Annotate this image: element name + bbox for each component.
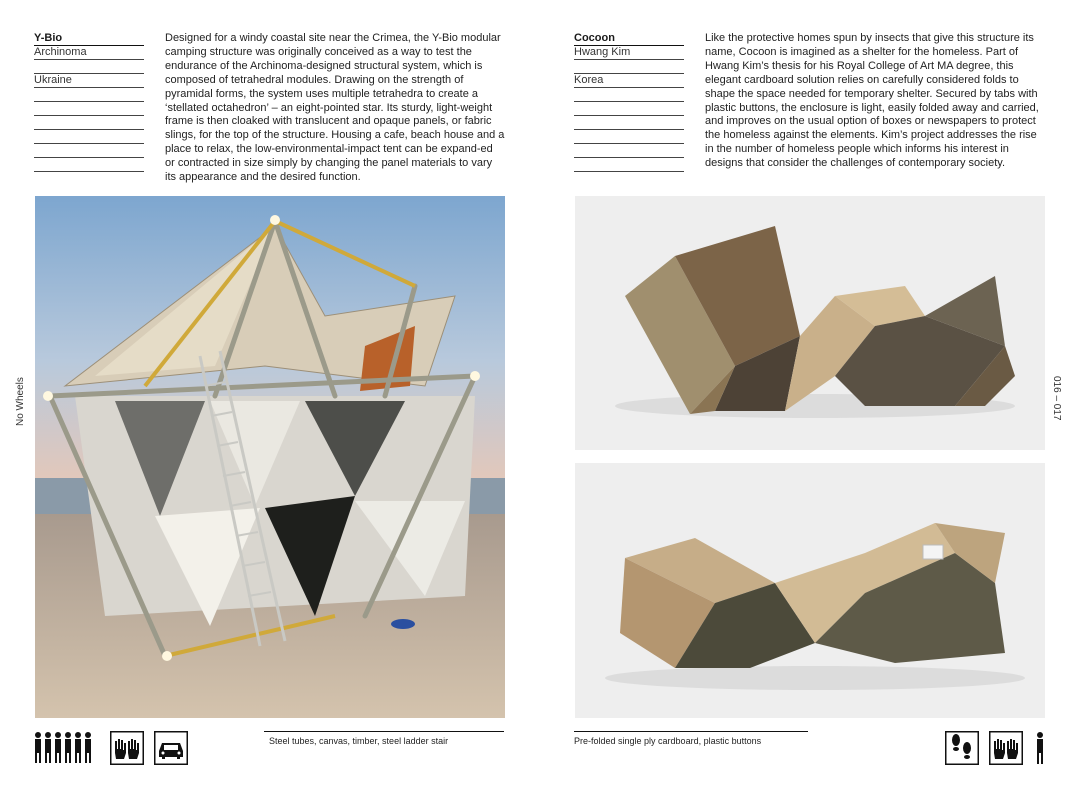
cocoon-closed-illustration	[575, 463, 1045, 718]
divider	[574, 116, 684, 130]
y-bio-illustration	[35, 196, 505, 718]
cocoon-open-illustration	[575, 196, 1045, 450]
designer-name: Archinoma	[34, 46, 144, 60]
cocoon-photo-closed	[575, 463, 1045, 718]
country: Korea	[574, 74, 684, 88]
divider	[34, 88, 144, 102]
divider	[574, 102, 684, 116]
y-bio-info-block	[34, 32, 144, 172]
project-title: Cocoon	[574, 32, 684, 46]
page-numbers: 016 – 017	[1051, 376, 1062, 421]
divider	[574, 144, 684, 158]
hands-icon	[110, 731, 144, 765]
cocoon-description: Like the protective homes spun by insects that give this structure its name, Cocoon is imagined as a shelter for the homeless. Part of Hwang Kim’s thesis for his Royal College of Art MA degree, this elegant cardboard solution relies on carefully considered folds to shape the space needed for temporary shelter. Secured by tabs with plastic buttons, the enclosure is light, easily folded away and carried, and improves on the usual option of boxes or newspapers to protect the homeless against the elements. Kim’s project addresses the rise in the number of homeless people which informs his interest in designs that consider the challenges of contemporary society.	[705, 32, 1039, 170]
car-icon	[154, 731, 188, 765]
people-group-icon	[34, 731, 96, 765]
divider	[574, 158, 684, 172]
cocoon-photo-open	[575, 196, 1045, 450]
y-bio-description: Designed for a windy coastal site near the Crimea, the Y-Bio modular camping structure was originally conceived as a way to test the endurance of the Archinoma-designed structural system, which is composed of tetrahedral modules. Drawing on the strength of pyramidal forms, the system uses multiple tetrahedra to create a ‘stellated octahedron’ – an eight-pointed star. Its sturdy, light-weight frame is then cloaked with translucent and opaque panels, or fabric slings, for the top of the structure. Housing a cafe, beach house and a place to relax, the low-environmental-impact tent can be expand-ed or contracted in size simply by changing the panel materials to vary its appearance and the desired function.	[165, 32, 505, 184]
cocoon-materials: Pre-folded single ply cardboard, plastic buttons	[574, 736, 762, 746]
project-title: Y-Bio	[34, 32, 144, 46]
hands-icon	[989, 731, 1023, 765]
divider	[34, 116, 144, 130]
divider	[574, 60, 684, 74]
footsteps-icon	[945, 731, 979, 765]
divider	[34, 144, 144, 158]
divider	[34, 158, 144, 172]
y-bio-materials: Steel tubes, canvas, timber, steel ladder stair	[269, 736, 449, 746]
divider	[34, 60, 144, 74]
caption-rule	[264, 731, 504, 732]
caption-rule	[574, 731, 808, 732]
y-bio-photo	[35, 196, 505, 718]
divider	[34, 102, 144, 116]
divider	[34, 130, 144, 144]
cocoon-info-block	[574, 32, 684, 172]
section-label: No Wheels	[15, 377, 26, 426]
designer-name: Hwang Kim	[574, 46, 684, 60]
person-icon	[1034, 731, 1046, 765]
divider	[574, 130, 684, 144]
country: Ukraine	[34, 74, 144, 88]
divider	[574, 88, 684, 102]
